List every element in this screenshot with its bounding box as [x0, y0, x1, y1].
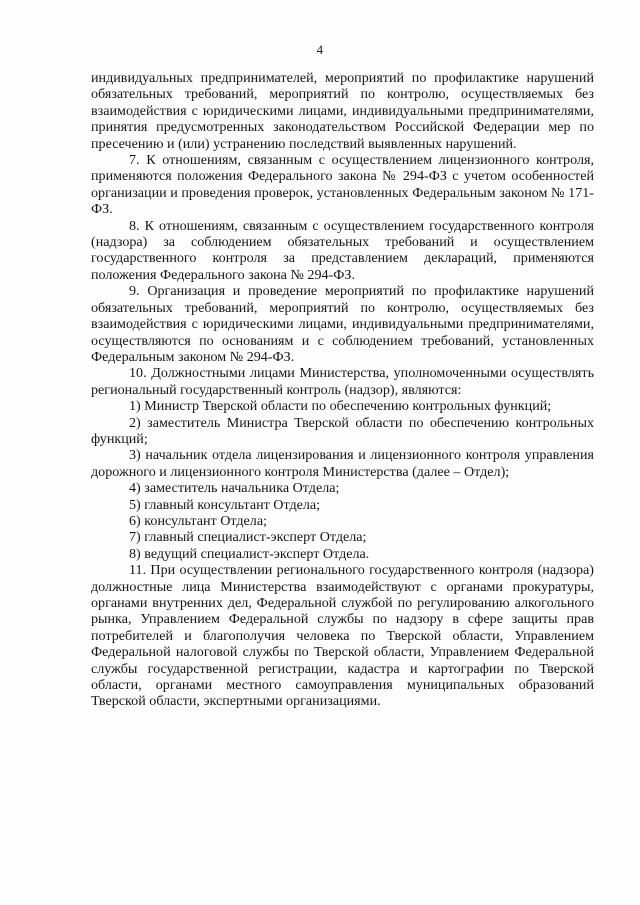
list-item-10-2: 2) заместитель Министра Тверской области по обеспечению контрольных функций;: [91, 414, 594, 447]
list-item-10-6: 6) консультант Отдела;: [129, 512, 267, 529]
paragraph-continuation: индивидуальных предпринимателей, мероприятий по профилактике нарушений обязательных требований, мероприятий по контролю, осуществляемых без взаимодействия с юридическими лицами, индивидуальными предпринимателями, принятия предусмотренных законодательством Российской Федерации мер по пресечению и (или) устранению последствий выявленных нарушений.: [91, 70, 594, 152]
paragraph-item-7: 7. К отношениям, связанным с осуществлением лицензионного контроля, применяются положения Федерального закона № 294-ФЗ с учетом особенностей организации и проведения проверок, установленных Федеральным законом № 171-ФЗ.: [91, 152, 594, 218]
list-item-10-1: 1) Министр Тверской области по обеспечению контрольных функций;: [129, 398, 552, 415]
list-item-10-7: 7) главный специалист-эксперт Отдела;: [129, 529, 367, 546]
paragraph-item-10: 10. Должностными лицами Министерства, уполномоченными осуществлять региональный государственный контроль (надзор), являются:: [91, 365, 594, 398]
paragraph-item-8: 8. К отношениям, связанным с осуществлением государственного контроля (надзора) за соблюдением обязательных требований и осуществлением государственного контроля за представлением деклараций, применяются положения Федерального закона № 294-ФЗ.: [91, 217, 594, 283]
paragraph-item-9: 9. Организация и проведение мероприятий по профилактике нарушений обязательных требований, мероприятий по контролю, осуществляемых без взаимодействия с юридическими лицами, индивидуальными предпринимателями, осуществляются по основаниям и с соблюдением требований, установленных Федеральным законом № 294-ФЗ.: [91, 283, 594, 365]
document-body: [91, 70, 594, 710]
list-item-10-5: 5) главный консультант Отдела;: [129, 496, 321, 513]
page-number: 4: [316, 42, 324, 57]
paragraph-item-11: 11. При осуществлении регионального государственного контроля (надзора) должностные лица Министерства взаимодействуют с органами прокуратуры, органами внутренних дел, Федеральной службой по регулированию алкогольного рынка, Управлением Федеральной службы по надзору в сфере защиты прав потребителей и благополучия человека по Тверской области, Управлением Федеральной налоговой службы по Тверской области, Управлением Федеральной службы государственной регистрации, кадастра и картографии по Тверской области, органами местного самоуправления муниципальных образований Тверской области, экспертными организациями.: [91, 562, 594, 710]
list-item-10-8: 8) ведущий специалист-эксперт Отдела.: [129, 545, 370, 562]
list-item-10-4: 4) заместитель начальника Отдела;: [129, 480, 340, 497]
list-item-10-3: 3) начальник отдела лицензирования и лицензионного контроля управления дорожного и лицензионного контроля Министерства (далее – Отдел);: [91, 447, 594, 480]
